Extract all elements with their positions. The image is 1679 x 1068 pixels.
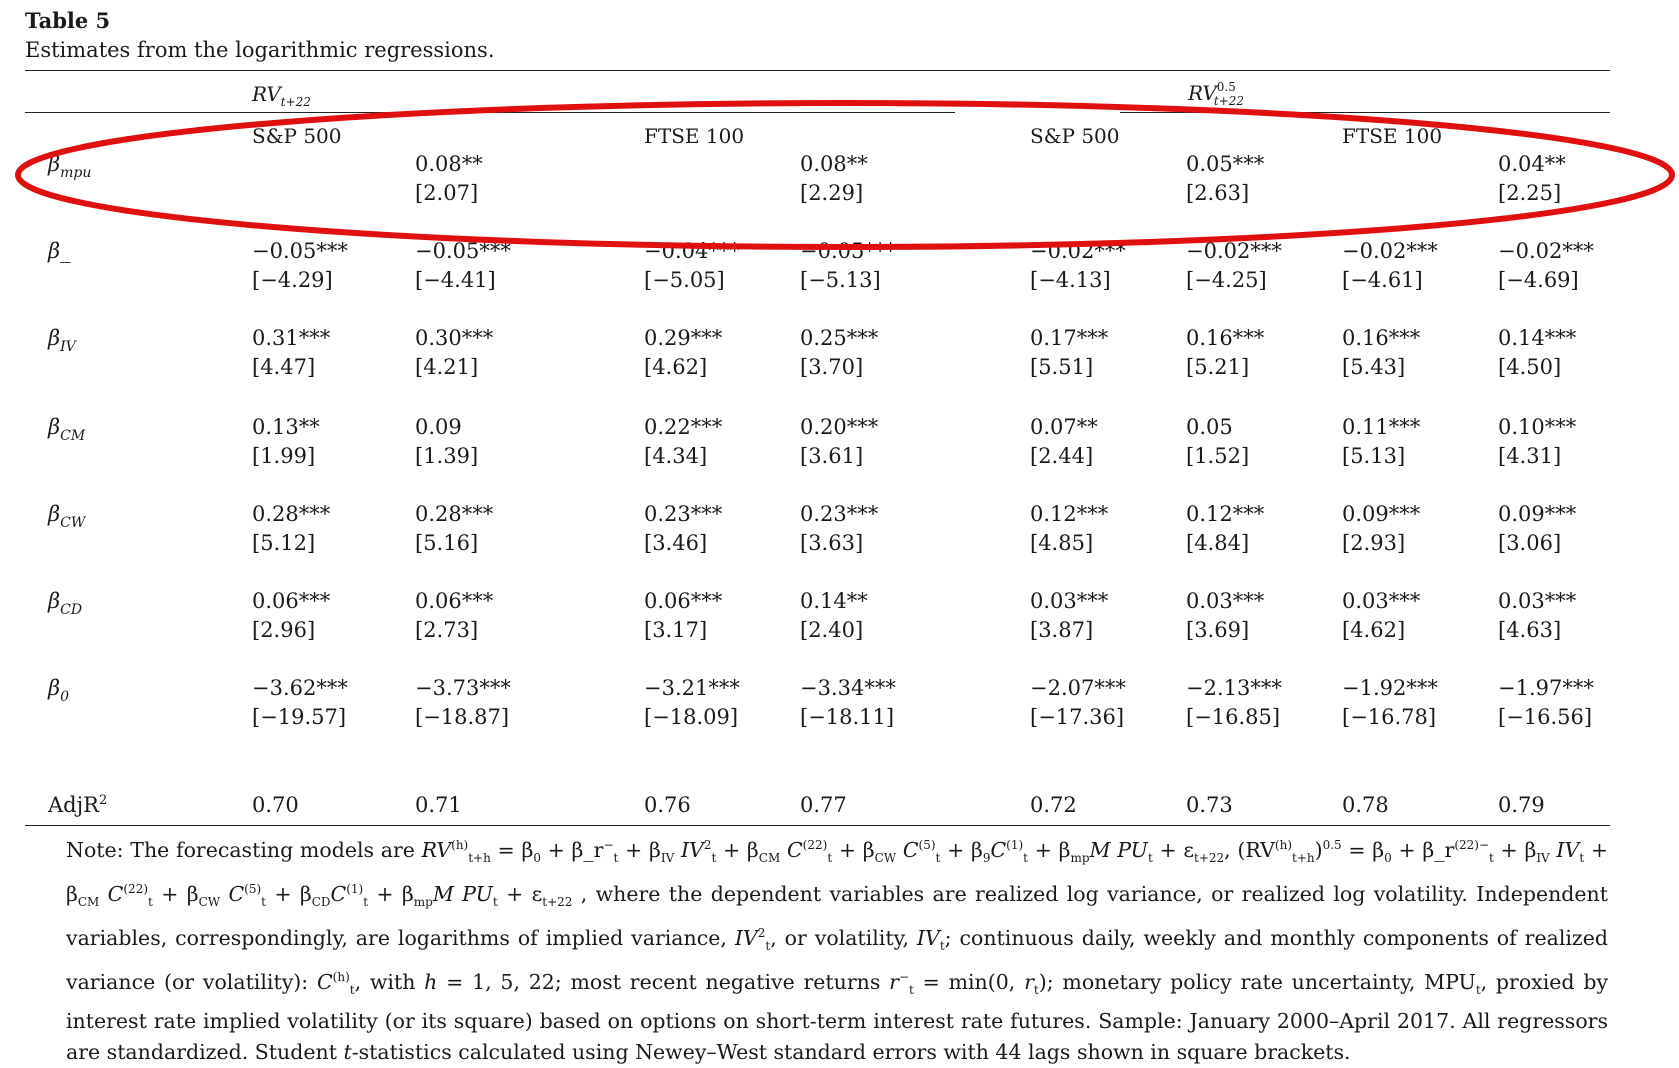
tstat-cell: [3.17] — [644, 618, 708, 642]
adj-r2-label: AdjR$^2$ — [48, 793, 108, 817]
table-note: Note: The forecasting models are $RV^{(h)}_{t+h} = \beta_0$ + $\beta\_r^-_t + \beta_{IV}$ $IV^2_t + \beta_{CM}$ $C^{(22)}_t + \beta_{CW}$ $C^{(5)}_t + \beta_9C^{(1)}_t + \beta_{mp}M$ $PU_t + \varepsilon_{t+22}$, $(RV^{(h)}_{t+h})^{0.5} = \beta_0$ + $\beta\_r^{(22)-}_t + \beta_{IV}$ $IV_t + \beta_{CM}$ $C^{(22)}_t + \beta_{CW}$ $C^{(5)}_t + \beta_{CD}C^{(1)}_t + \beta_{mp}M$ $PU_t + \varepsilon_{t+22}$ , where the dependent variables are realized log variance, or realized log volatility. Independent variables, correspondingly, are logarithms of implied variance, $IV^2_t$, or volatility, $IV_t$; continuous daily, weekly and monthly components of realized variance (or volatility): $C^{(h)}_t$, with h = 1, 5, 22; most recent negative returns $r^-_t = \min(0$, $r_t$); monetary policy rate uncertainty, $MPU_t$, proxied by interest rate implied volatility (or its square) based on options on short-term interest rate futures. Sample: January 2000–April 2017. All regressors are standardized. Student t-statistics calculated using Newey–West standard errors with 44 lags shown in square brackets. — [66, 837, 1609, 1064]
estimate-cell: 0.09 — [415, 415, 462, 439]
tstat-cell: [1.99] — [252, 444, 316, 468]
tstat-cell: [−4.13] — [1030, 268, 1111, 292]
adj-r2-cell: 0.76 — [644, 793, 691, 817]
group-header-rv-sqrt: $RV^{0.5}_{t+22}$ — [1188, 80, 1245, 108]
tstat-cell: [−19.57] — [252, 705, 347, 729]
tstat-cell: [4.31] — [1498, 444, 1562, 468]
tstat-cell: [−17.36] — [1030, 705, 1125, 729]
tstat-cell: [2.07] — [415, 181, 479, 205]
tstat-cell: [−16.85] — [1186, 705, 1281, 729]
tstat-cell: [−4.41] — [415, 268, 496, 292]
estimate-cell: 0.10*** — [1498, 415, 1577, 439]
tstat-cell: [4.85] — [1030, 531, 1094, 555]
estimate-cell: 0.28*** — [415, 502, 494, 526]
tstat-cell: [2.63] — [1186, 181, 1250, 205]
adj-r2-cell: 0.79 — [1498, 793, 1545, 817]
tstat-cell: [3.70] — [800, 355, 864, 379]
tstat-cell: [4.34] — [644, 444, 708, 468]
estimate-cell: 0.12*** — [1186, 502, 1265, 526]
group-header-rv: $RV_{t+22}$ — [252, 82, 311, 109]
estimate-cell: 0.20*** — [800, 415, 879, 439]
estimate-cell: −0.05*** — [415, 239, 511, 263]
estimate-cell: 0.25*** — [800, 326, 879, 350]
group-rule-left — [25, 112, 955, 113]
tstat-cell: [−4.25] — [1186, 268, 1267, 292]
table-title: Table 5 — [25, 8, 111, 33]
tstat-cell: [5.43] — [1342, 355, 1406, 379]
tstat-cell: [5.51] — [1030, 355, 1094, 379]
estimate-cell: −3.34*** — [800, 676, 896, 700]
top-rule — [25, 70, 1610, 71]
estimate-cell: −0.02*** — [1498, 239, 1594, 263]
estimate-cell: 0.05*** — [1186, 152, 1265, 176]
estimate-cell: 0.23*** — [800, 502, 879, 526]
row-label: $\beta_{CM}$ — [48, 415, 86, 444]
tstat-cell: [−4.61] — [1342, 268, 1423, 292]
table-caption: Estimates from the logarithmic regressions. — [25, 38, 495, 62]
market-header: FTSE 100 — [644, 124, 745, 148]
estimate-cell: 0.28*** — [252, 502, 331, 526]
estimate-cell: 0.30*** — [415, 326, 494, 350]
adj-r2-cell: 0.77 — [800, 793, 847, 817]
estimate-cell: 0.09*** — [1498, 502, 1577, 526]
estimate-cell: 0.07** — [1030, 415, 1098, 439]
tstat-cell: [−5.13] — [800, 268, 881, 292]
tstat-cell: [2.44] — [1030, 444, 1094, 468]
estimate-cell: −2.07*** — [1030, 676, 1126, 700]
estimate-cell: 0.31*** — [252, 326, 331, 350]
tstat-cell: [5.13] — [1342, 444, 1406, 468]
tstat-cell: [−4.69] — [1498, 268, 1579, 292]
estimate-cell: 0.22*** — [644, 415, 723, 439]
tstat-cell: [4.62] — [644, 355, 708, 379]
estimate-cell: 0.12*** — [1030, 502, 1109, 526]
estimate-cell: −3.21*** — [644, 676, 740, 700]
tstat-cell: [−4.29] — [252, 268, 333, 292]
estimate-cell: 0.16*** — [1342, 326, 1421, 350]
tstat-cell: [−16.78] — [1342, 705, 1437, 729]
tstat-cell: [3.61] — [800, 444, 864, 468]
tstat-cell: [−18.09] — [644, 705, 739, 729]
row-label: $\beta_{IV}$ — [48, 326, 76, 355]
estimate-cell: −0.02*** — [1342, 239, 1438, 263]
tstat-cell: [4.50] — [1498, 355, 1562, 379]
estimate-cell: 0.08** — [415, 152, 483, 176]
tstat-cell: [5.16] — [415, 531, 479, 555]
estimate-cell: −3.62*** — [252, 676, 348, 700]
row-label: β_ — [48, 239, 71, 263]
estimate-cell: 0.29*** — [644, 326, 723, 350]
estimate-cell: 0.14*** — [1498, 326, 1577, 350]
estimate-cell: 0.13** — [252, 415, 320, 439]
estimate-cell: 0.04** — [1498, 152, 1566, 176]
estimate-cell: 0.17*** — [1030, 326, 1109, 350]
row-label: $\beta_{CD}$ — [48, 589, 83, 618]
row-label: $\beta_{CW}$ — [48, 502, 86, 531]
estimate-cell: −2.13*** — [1186, 676, 1282, 700]
estimate-cell: −0.05*** — [252, 239, 348, 263]
estimate-cell: −0.04*** — [644, 239, 740, 263]
estimate-cell: 0.08** — [800, 152, 868, 176]
tstat-cell: [−16.56] — [1498, 705, 1593, 729]
row-label: $\beta_0$ — [48, 676, 70, 705]
tstat-cell: [3.06] — [1498, 531, 1562, 555]
estimate-cell: 0.09*** — [1342, 502, 1421, 526]
tstat-cell: [2.73] — [415, 618, 479, 642]
tstat-cell: [1.52] — [1186, 444, 1250, 468]
tstat-cell: [3.69] — [1186, 618, 1250, 642]
estimate-cell: 0.16*** — [1186, 326, 1265, 350]
tstat-cell: [5.12] — [252, 531, 316, 555]
estimate-cell: 0.06*** — [644, 589, 723, 613]
tstat-cell: [4.62] — [1342, 618, 1406, 642]
estimate-cell: 0.06*** — [415, 589, 494, 613]
group-rule-right — [1120, 112, 1610, 113]
estimate-cell: 0.06*** — [252, 589, 331, 613]
tstat-cell: [2.25] — [1498, 181, 1562, 205]
market-header: S&P 500 — [252, 124, 342, 148]
tstat-cell: [1.39] — [415, 444, 479, 468]
estimate-cell: −0.02*** — [1186, 239, 1282, 263]
tstat-cell: [4.84] — [1186, 531, 1250, 555]
adj-r2-cell: 0.73 — [1186, 793, 1233, 817]
tstat-cell: [−5.05] — [644, 268, 725, 292]
tstat-cell: [4.21] — [415, 355, 479, 379]
adj-r2-cell: 0.71 — [415, 793, 462, 817]
adj-r2-cell: 0.78 — [1342, 793, 1389, 817]
estimate-cell: 0.03*** — [1342, 589, 1421, 613]
estimate-cell: −3.73*** — [415, 676, 511, 700]
bottom-rule — [25, 825, 1610, 826]
estimate-cell: 0.03*** — [1186, 589, 1265, 613]
tstat-cell: [2.40] — [800, 618, 864, 642]
market-header: FTSE 100 — [1342, 124, 1443, 148]
estimate-cell: −0.02*** — [1030, 239, 1126, 263]
tstat-cell: [3.63] — [800, 531, 864, 555]
row-label: $\beta_{mpu}$ — [48, 152, 92, 181]
adj-r2-cell: 0.70 — [252, 793, 299, 817]
estimate-cell: 0.14** — [800, 589, 868, 613]
estimate-cell: 0.23*** — [644, 502, 723, 526]
estimate-cell: −1.92*** — [1342, 676, 1438, 700]
tstat-cell: [−18.87] — [415, 705, 510, 729]
tstat-cell: [4.47] — [252, 355, 316, 379]
estimate-cell: 0.11*** — [1342, 415, 1421, 439]
tstat-cell: [−18.11] — [800, 705, 895, 729]
tstat-cell: [4.63] — [1498, 618, 1562, 642]
adj-r2-cell: 0.72 — [1030, 793, 1077, 817]
tstat-cell: [2.96] — [252, 618, 316, 642]
estimate-cell: −1.97*** — [1498, 676, 1594, 700]
tstat-cell: [2.93] — [1342, 531, 1406, 555]
tstat-cell: [3.87] — [1030, 618, 1094, 642]
tstat-cell: [3.46] — [644, 531, 708, 555]
estimate-cell: 0.03*** — [1498, 589, 1577, 613]
tstat-cell: [5.21] — [1186, 355, 1250, 379]
estimate-cell: 0.05 — [1186, 415, 1233, 439]
estimate-cell: −0.05*** — [800, 239, 896, 263]
market-header: S&P 500 — [1030, 124, 1120, 148]
estimate-cell: 0.03*** — [1030, 589, 1109, 613]
tstat-cell: [2.29] — [800, 181, 864, 205]
